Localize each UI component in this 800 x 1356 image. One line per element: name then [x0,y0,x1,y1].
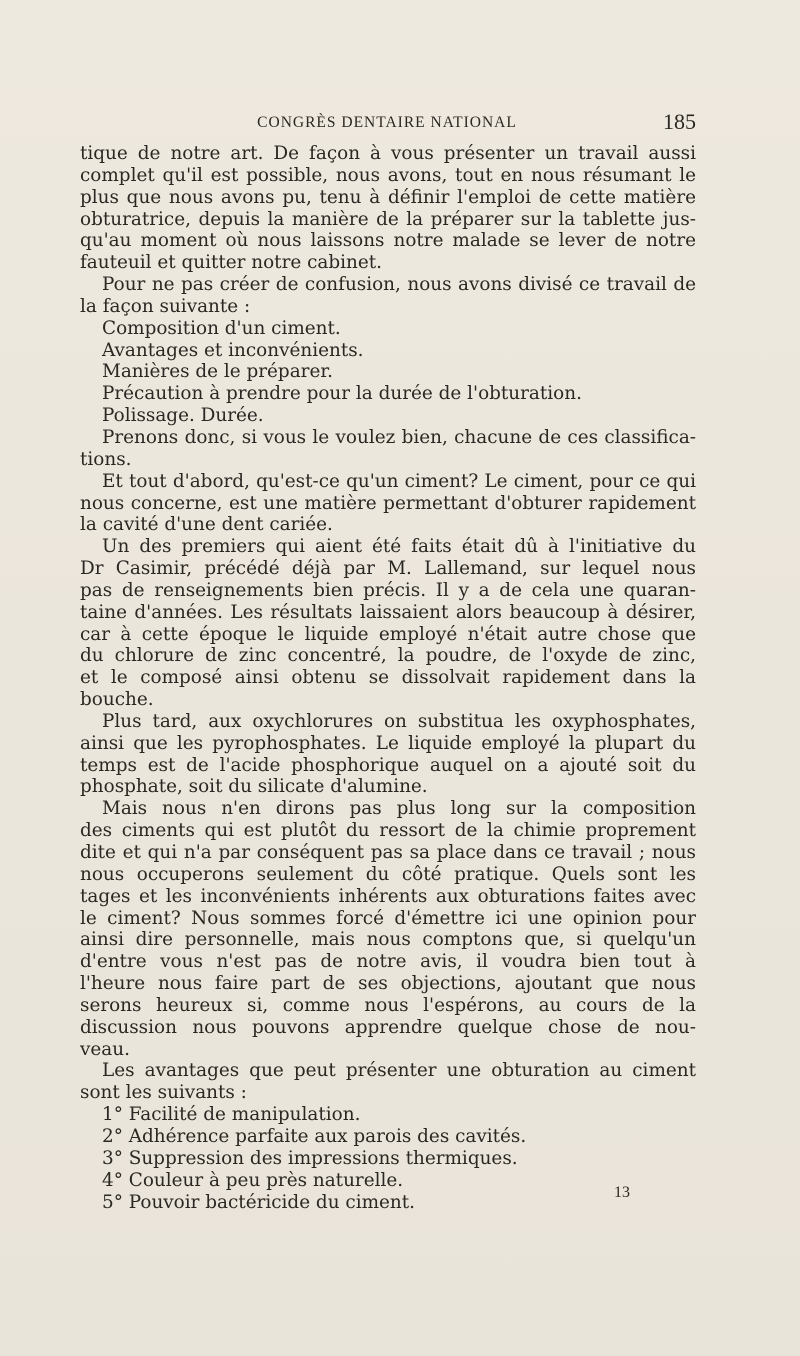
text-line: ainsi dire personnelle, mais nous comptons que, si quelqu'un [80,929,696,951]
list-item: 4° Couleur à peu près naturelle. [102,1169,404,1191]
text-line: Prenons donc, si vous le voulez bien, chacune de ces classifica- [102,426,696,448]
page-number: 185 [663,109,696,134]
running-title: CONGRÈS DENTAIRE NATIONAL [257,114,517,131]
list-item: Avantages et inconvénients. [102,339,364,361]
text-line: d'entre vous n'est pas de notre avis, il voudra bien tout à [80,951,696,973]
text-line: sont les suivants : [80,1082,247,1104]
text-line: Dr Casimir, précédé déjà par M. Lallemand, sur lequel nous [80,558,696,580]
text-line: dite et qui n'a par conséquent pas sa place dans ce travail ; nous [80,842,696,863]
text-line: discussion nous pouvons apprendre quelque chose de nou- [80,1016,696,1038]
text-line: Plus tard, aux oxychlorures on substitua les oxyphosphates, [102,710,696,732]
list-item: 3° Suppression des impressions thermiques. [102,1147,518,1169]
text-line: du chlorure de zinc concentré, la poudre, de l'oxyde de zinc, [80,645,696,667]
text-line: car à cette époque le liquide employé n'était autre chose que [80,623,696,645]
text-line: tages et les inconvénients inhérents aux obturations faites avec [80,885,696,907]
list-item: Polissage. Durée. [102,405,264,427]
text-line: temps est de l'acide phosphorique auquel on a ajouté soit du [80,754,696,776]
list-item: Composition d'un ciment. [102,317,341,339]
list-item: Précaution à prendre pour la durée de l'obturation. [102,383,582,405]
printer-signature-mark: 13 [614,1184,630,1201]
text-line: l'heure nous faire part de ses objections, ajoutant que nous [80,973,696,995]
text-line: la cavité d'une dent cariée. [80,514,333,536]
text-line: Et tout d'abord, qu'est-ce qu'un ciment? Le ciment, pour ce qui [102,470,696,492]
text-line: bouche. [80,689,154,711]
text-line: Les avantages que peut présenter une obturation au ciment [102,1060,696,1082]
text-line: nous concerne, est une matière permettant d'obturer rapidement [80,492,696,514]
list-item: 5° Pouvoir bactéricide du ciment. [102,1191,415,1213]
text-line: Mais nous n'en dirons pas plus long sur la composition [102,798,696,820]
list-item: Manières de le préparer. [102,361,333,383]
text-line: phosphate, soit du silicate d'alumine. [80,776,428,798]
text-line: des ciments qui est plutôt du ressort de la chimie proprement [80,820,696,842]
text-line: fauteuil et quitter notre cabinet. [80,252,382,274]
text-line: complet qu'il est possible, nous avons, tout en nous résumant le [80,164,696,186]
text-line: plus que nous avons pu, tenu à définir l'emploi de cette matière [80,186,696,208]
text-line: Pour ne pas créer de confusion, nous avons divisé ce travail de [102,274,696,296]
text-line: nous occuperons seulement du côté pratique. Quels sont les [80,863,696,885]
running-header [78,109,696,140]
text-line: tique de notre art. De façon à vous présenter un travail aussi [80,143,696,164]
text-line: ainsi que les pyrophosphates. Le liquide employé la plupart du [80,732,696,754]
text-line: tions. [80,448,132,470]
text-line: obturatrice, depuis la manière de la préparer sur la tablette jus- [80,208,696,230]
text-line: veau. [80,1038,130,1060]
text-line: taine d'années. Les résultats laissaient alors beaucoup à désirer, [80,601,696,623]
text-line: qu'au moment où nous laissons notre malade se lever de notre [80,230,696,252]
body-text [80,143,696,1213]
list-item: 1° Facilité de manipulation. [102,1104,361,1126]
text-line: et le composé ainsi obtenu se dissolvait rapidement dans la [80,667,696,689]
text-line: serons heureux si, comme nous l'espérons, au cours de la [80,994,696,1016]
list-item: 2° Adhérence parfaite aux parois des cavités. [102,1125,527,1147]
text-line: la façon suivante : [80,295,251,317]
text-line: le ciment? Nous sommes forcé d'émettre ici une opinion pour [80,907,696,929]
text-line: Un des premiers qui aient été faits était dû à l'initiative du [102,536,696,558]
text-line: pas de renseignements bien précis. Il y a de cela une quaran- [80,579,696,601]
